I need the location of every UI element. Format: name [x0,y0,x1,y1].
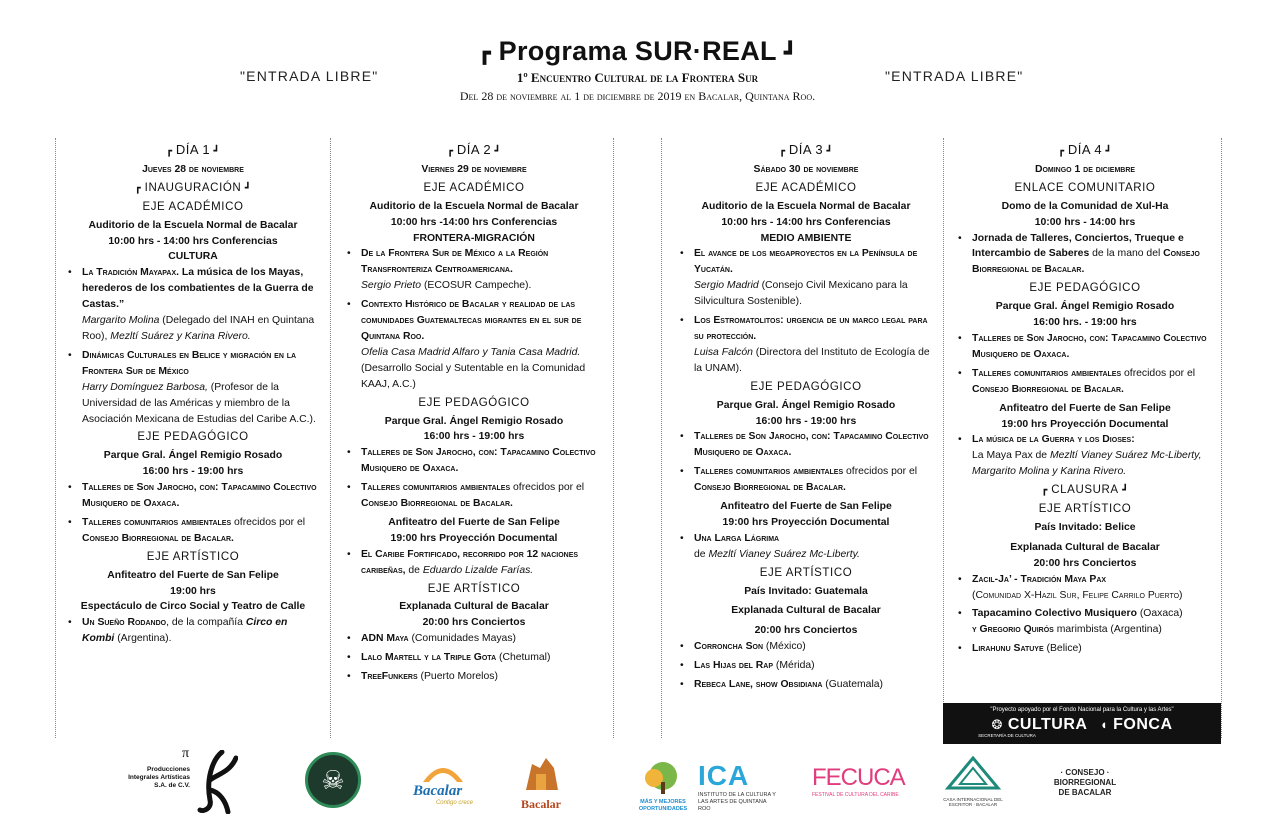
cultura-sub: SECRETARÍA DE CULTURA [978,733,1036,738]
fecuca-logo: FECUCA FESTIVAL DE CULTURA DEL CARIBE [812,764,905,798]
sponsors-logo-row [0,740,1275,825]
entrada-libre-left: "ENTRADA LIBRE" [240,68,379,84]
list-item: • De la Frontera Sur de México a la Región Transfronteriza Centroamericana. Sergio Prieto (ECOSUR Campeche). [343,246,605,294]
day-heading: ┏ DÍA 1 ┛ [166,142,220,157]
venue: Anfiteatro del Fuerte de San Felipe [388,516,560,528]
cultura-fonca-banner [943,703,1221,744]
list-item: • Los Estromatolitos: urgencia de un marco legal para su protección. Luisa Falcón (Directora del Instituto de Ecología de la UNAM). [676,313,936,377]
venue: Parque Gral. Ángel Remigio Rosado [384,415,564,427]
list-item: • Talleres de Son Jarocho, con: Tapacamino Colectivo Musiquero de Oaxaca. [954,331,1216,363]
sun-icon [413,754,473,784]
bracket-close-icon: ┛ [784,42,797,65]
subtitle: 1º Encuentro Cultural de la Frontera Sur [516,70,759,85]
list-item: • Talleres de Son Jarocho, con: Tapacamino Colectivo Musiquero de Oaxaca. [64,480,322,512]
event-list [676,639,936,693]
day-date: Jueves 28 de noviembre [142,163,244,175]
list-item: • Un Sueño Rodando, de la compañía Circo en Kombi (Argentina). [64,615,322,647]
show-title: Espectáculo de Circo Social y Teatro de Calle [80,601,306,613]
event-list [954,231,1216,279]
list-item: • La Tradición Mayapax. La música de los Mayas, herederos de los combatientes de la Guerra de Castas.” Margarito Molina (Delegado del INAH en Quintana Roo), Mezltí Suárez y Karina Rivero. [64,265,322,345]
skull-emblem-icon: ☠ [305,752,361,808]
list-item: • Tapacamino Colectivo Musiquero (Oaxaca) y Gregorio Quirós marimbista (Argentina) [954,606,1216,638]
theme: FRONTERA-MIGRACIÓN [413,232,535,244]
header [0,36,1275,67]
schedule-time: 19:00 hrs Proyección Documental [1001,418,1169,430]
day-date: Viernes 29 de noviembre [421,163,527,175]
list-item: • Talleres de Son Jarocho, con: Tapacamino Colectivo Musiquero de Oaxaca. [676,429,936,461]
event-list [64,615,322,647]
venue: Explanada Cultural de Bacalar [1010,541,1160,553]
list-item: • Lalo Martell y la Triple Gota (Chetumal) [343,650,605,666]
day-4-column [954,142,1216,660]
fonca-icon: ◖ [1099,717,1109,732]
theme: MEDIO AMBIENTE [760,232,852,244]
schedule-time: 19:00 hrs Proyección Documental [722,516,890,528]
divider [943,138,944,738]
venue: Auditorio de la Escuela Normal de Bacalar [88,219,298,231]
venue: Anfiteatro del Fuerte de San Felipe [107,569,279,581]
schedule-time: 16:00 hrs - 19:00 hrs [755,415,857,427]
schedule-time: 16:00 hrs - 19:00 hrs [142,466,244,478]
schedule-time: 19:00 hrs [170,585,216,597]
list-item: • Talleres comunitarios ambientales ofrecidos por el Consejo Biorregional de Bacalar. [343,480,605,512]
schedule-time: 10:00 hrs - 14:00 hrs Conferencias [721,216,891,228]
section-eje-artistico: EJE ARTÍSTICO [759,566,853,579]
schedule-time: 19:00 hrs Proyección Documental [390,532,558,544]
bracket-open-icon: ┏ [478,42,491,65]
section-eje-pedagogico: EJE PEDAGÓGICO [1029,282,1141,295]
list-item: • Talleres comunitarios ambientales ofrecidos por el Consejo Biorregional de Bacalar. [954,366,1216,398]
schedule-time: 16:00 hrs - 19:00 hrs [423,431,525,443]
venue: Parque Gral. Ángel Remigio Rosado [716,399,896,411]
schedule-time: 16:00 hrs. - 19:00 hrs [1033,317,1137,329]
venue: Auditorio de la Escuela Normal de Bacalar [369,200,579,212]
section-eje-artistico: EJE ARTÍSTICO [146,550,240,563]
list-item: • Una Larga Lágrima de Mezltí Vianey Suárez Mc-Liberty. [676,531,936,563]
schedule-time: 20:00 hrs Conciertos [1033,557,1137,569]
day-3-column [676,142,936,696]
bacalar-fort-logo: Bacalar [518,754,564,814]
section-eje-academico: EJE ACADÉMICO [423,181,525,194]
list-item: • El Caribe Fortificado, recorrido por 12 naciones caribeñas, de Eduardo Lizalde Farías. [343,547,605,579]
list-item: • Lirahunu Satuye (Belice) [954,641,1216,657]
divider [55,138,56,738]
list-item: • Jornada de Talleres, Conciertos, Trueque e Intercambio de Saberes de la mano del Consejo Biorregional de Bacalar. [954,231,1216,279]
venue: Anfiteatro del Fuerte de San Felipe [720,501,892,513]
guest-country: País Invitado: Guatemala [744,585,868,597]
entrada-libre-right: "ENTRADA LIBRE" [885,68,1024,84]
list-item: • TreeFunkers (Puerto Morelos) [343,669,605,685]
event-list [676,429,936,496]
venue: Explanada Cultural de Bacalar [399,601,549,613]
section-eje-pedagogico: EJE PEDAGÓGICO [137,431,249,444]
event-list [343,547,605,579]
schedule-time: 10:00 hrs - 14:00 hrs [1034,216,1136,228]
event-list [954,432,1216,480]
support-note: "Proyecto apoyado por el Fondo Nacional para la Cultura y las Artes" [990,707,1174,713]
section-enlace-comunitario: ENLACE COMUNITARIO [1014,181,1156,194]
event-list [954,572,1216,658]
page-title: ┏ Programa SUR·REAL ┛ [478,36,797,66]
venue: Anfiteatro del Fuerte de San Felipe [999,402,1171,414]
list-item: • Corroncha Son (México) [676,639,936,655]
list-item: • Contexto Histórico de Bacalar y realidad de las comunidades Guatemaltecas migrantes en el sur de Quintana Roo. Ofelia Casa Madrid Alfaro y Tania Casa Madrid. (Desarrollo Social y Sutentable en la Comunidad KAAJ, A.C.) [343,297,605,392]
list-item: • Zacil-Ja’ - Tradición Maya Pax (Comunidad X-Hazil Sur, Felipe Carrilo Puerto) [954,572,1216,604]
list-item: • ADN Maya (Comunidades Mayas) [343,631,605,647]
section-eje-artistico: EJE ARTÍSTICO [427,582,521,595]
list-item: • Talleres comunitarios ambientales ofrecidos por el Consejo Biorregional de Bacalar. [676,464,936,496]
event-list [954,331,1216,398]
venue: Parque Gral. Ángel Remigio Rosado [103,450,283,462]
schedule-time: 20:00 hrs Conciertos [422,617,526,629]
day-heading: ┏ DÍA 3 ┛ [779,142,833,157]
theme: CULTURA [168,251,218,263]
bacalar-contigo-logo: Bacalar Contigo crece [413,754,473,814]
venue: Domo de la Comunidad de Xul-Ha [1001,200,1169,212]
venue: Explanada Cultural de Bacalar [731,605,881,617]
guest-country: País Invitado: Belice [1034,521,1136,533]
dancer-icon [192,750,238,814]
list-item: • Talleres de Son Jarocho, con: Tapacamino Colectivo Musiquero de Oaxaca. [343,445,605,477]
section-eje-academico: EJE ACADÉMICO [142,200,244,213]
ica-logo: ICA INSTITUTO DE LA CULTURA Y LAS ARTES DE QUINTANA ROO [698,760,776,812]
venue: Parque Gral. Ángel Remigio Rosado [995,301,1175,313]
day-heading: ┏ DÍA 4 ┛ [1058,142,1112,157]
list-item: • Talleres comunitarios ambientales ofrecidos por el Consejo Biorregional de Bacalar. [64,515,322,547]
divider [661,138,662,738]
schedule-time: 10:00 hrs - 14:00 hrs Conferencias [108,235,278,247]
producciones-logo: π Producciones Integrales Artísticas S.A. de C.V. [128,746,243,816]
day-heading: ┏ DÍA 2 ┛ [447,142,501,157]
day-2-column [343,142,605,688]
section-eje-pedagogico: EJE PEDAGÓGICO [750,380,862,393]
day-date: Sábado 30 de noviembre [753,163,859,175]
list-item: • Rebeca Lane, show Obsidiana (Guatemala) [676,677,936,693]
sponsor-logos: ❂ CULTURA ◖ FONCA [991,716,1173,733]
list-item: • Las Hijas del Rap (Mérida) [676,658,936,674]
event-list [64,480,322,547]
section-eje-artistico: EJE ARTÍSTICO [1038,503,1132,516]
list-item: • La música de la Guerra y los Dioses: La Maya Pax de Mezltí Vianey Suárez Mc-Liberty, Margarito Molina y Karina Rivero. [954,432,1216,480]
schedule-time: 10:00 hrs -14:00 hrs Conferencias [390,216,558,228]
divider [1221,138,1222,738]
pyramid-icon [938,756,1008,792]
venue: Auditorio de la Escuela Normal de Bacalar [701,200,911,212]
schedule-time: 20:00 hrs Conciertos [754,625,858,637]
casa-escritor-logo: CASA INTERNACIONAL DEL ESCRITOR · BACALAR [938,756,1008,816]
event-dates: Del 28 de noviembre al 1 de diciembre de 2019 en Bacalar, Quintana Roo. [459,89,816,103]
event-list [64,265,322,427]
list-item: • Dinámicas Culturales en Belice y migración en la Frontera Sur de México Harry Domínguez Barbosa, (Profesor de la Universidad de las Américas y miembro de la Asociación Mexicana de Estudias del Caribe A.C.). [64,348,322,428]
section-eje-academico: EJE ACADÉMICO [755,181,857,194]
tree-icon [632,760,694,794]
event-list [676,246,936,376]
consejo-biorregional-logo: · CONSEJO · BIORREGIONAL DE BACALAR [1053,768,1117,797]
event-list [343,445,605,512]
section-inauguracion: ┏ INAUGURACIÓN ┛ [134,181,252,194]
mas-oportunidades-logo: MÁS Y MEJORES OPORTUNIDADES [632,760,694,820]
list-item: • El avance de los megaproyectos en la Península de Yucatán. Sergio Madrid (Consejo Civil Mexicano para la Silvicultura Sostenible). [676,246,936,310]
event-list [343,246,605,392]
event-list [343,631,605,685]
divider [330,138,331,738]
section-clausura: ┏ CLAUSURA ┛ [1041,484,1129,497]
fort-icon [518,754,564,792]
section-eje-pedagogico: EJE PEDAGÓGICO [418,396,530,409]
event-list [676,531,936,563]
day-1-column [64,142,322,650]
seal-icon: ❂ [991,717,1003,732]
divider [613,138,614,738]
day-date: Domingo 1 de diciembre [1034,163,1136,175]
